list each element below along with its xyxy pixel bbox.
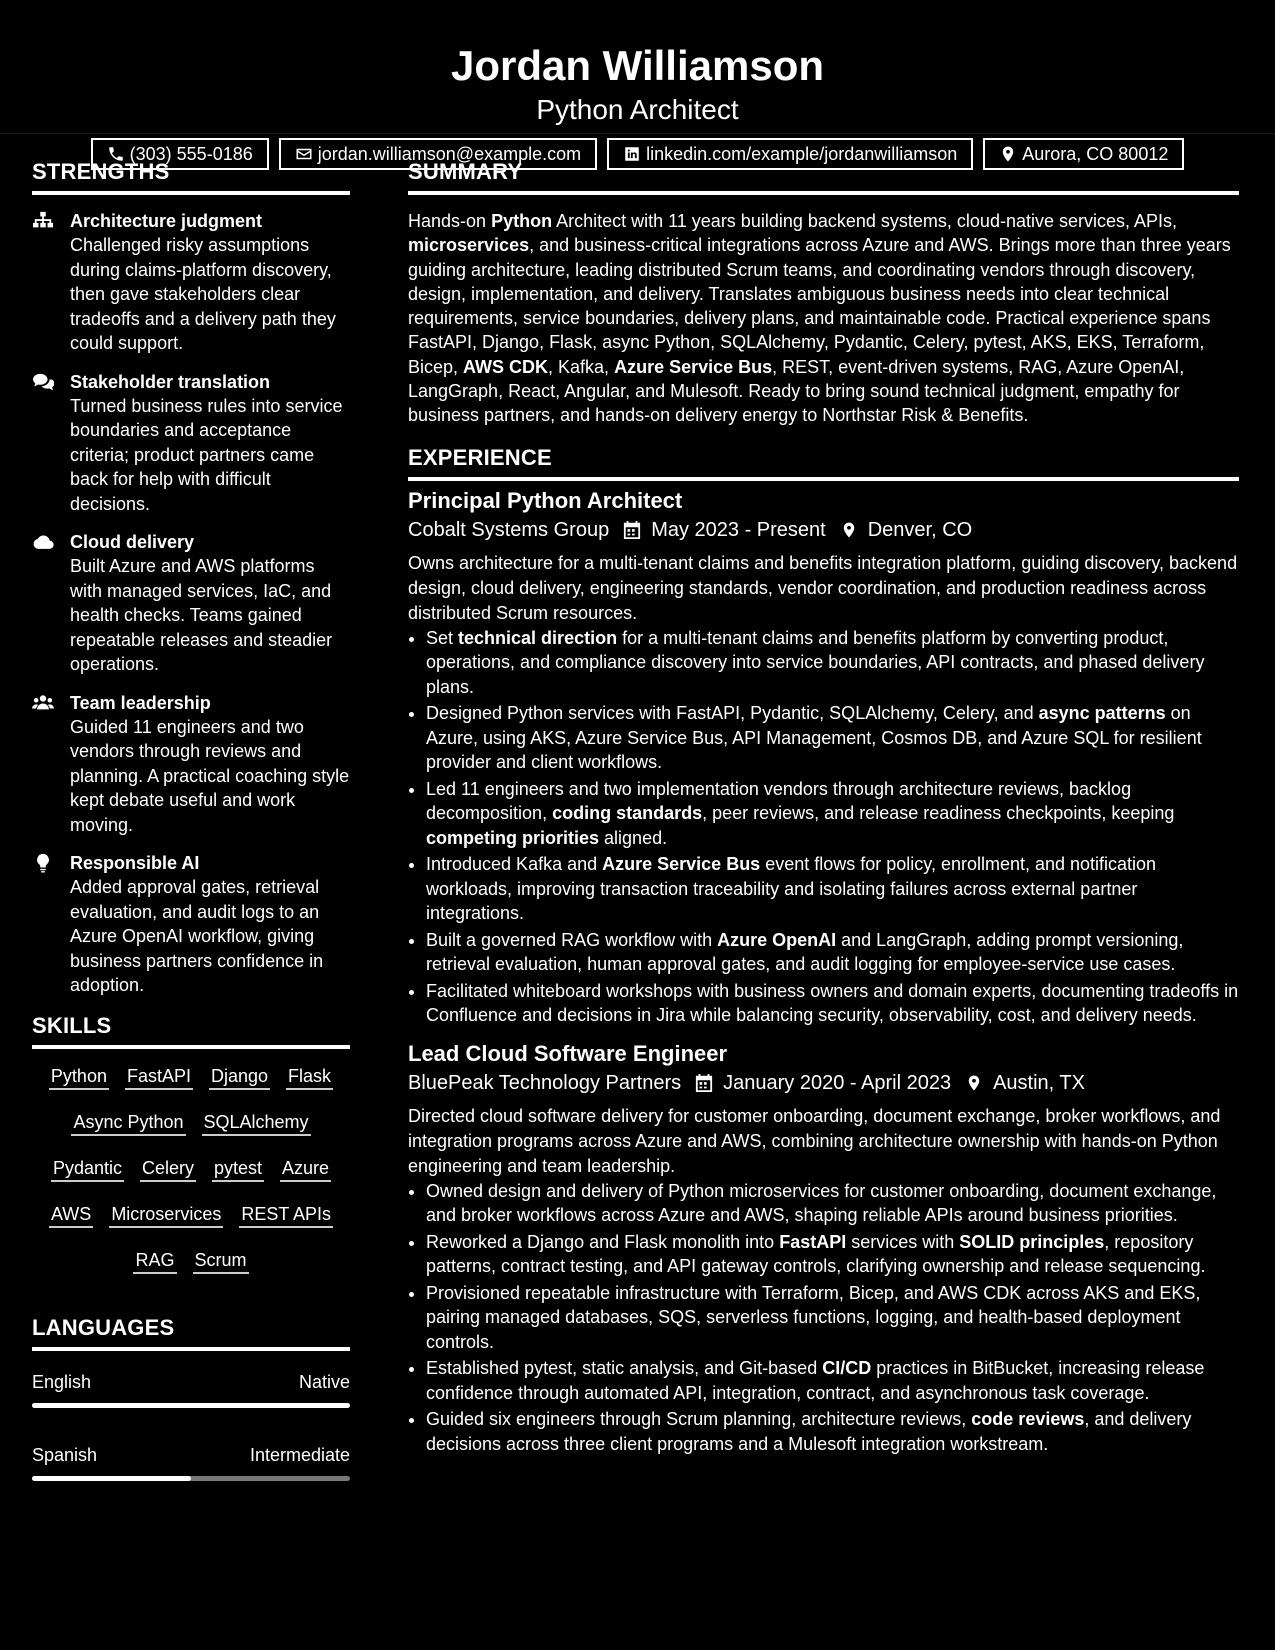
skill-tag: Microservices	[109, 1203, 223, 1228]
strength-desc: Built Azure and AWS platforms with managed services, IaC, and health checks. Teams gained repeatable releases and steadier operations.	[70, 556, 333, 674]
skill-tag: Python	[49, 1065, 109, 1090]
experience-heading: EXPERIENCE	[408, 444, 1239, 481]
skill-tag: SQLAlchemy	[202, 1111, 311, 1136]
summary-text: Hands-on Python Architect with 11 years building backend systems, cloud-native services, APIs, microservices, and business-critical integrations across Azure and AWS. Brings more than three years guiding architecture, leading distributed Scrum teams, and coordinating vendors through discovery, design, implementation, and delivery. Translates ambiguous business needs into clear technical requirements, service boundaries, delivery plans, and maintainable code. Practical experience spans FastAPI, Django, Flask, async Python, SQLAlchemy, Pydantic, Celery, pytest, AKS, EKS, Terraform, Bicep, AWS CDK, Kafka, Azure Service Bus, REST, event-driven systems, RAG, Azure OpenAI, LangGraph, React, Angular, and Mulesoft. Ready to bring sound technical judgment, empathy for business partners, and hands-on delivery energy to Northstar Risk & Benefits.	[408, 211, 1231, 426]
contact-phone-text: (303) 555-0186	[129, 144, 253, 164]
language-proficiency-bar	[32, 1476, 350, 1481]
job-description: Directed cloud software delivery for customer onboarding, document exchange, broker workflows, and integration programs across Azure and AWS, combining architecture ownership with hands-on Python engineering and team leadership.	[408, 1105, 1221, 1176]
job-bullet: • Established pytest, static analysis, and Git-based CI/CD practices in BitBucket, increasing release confidence through automated API, integration, contract, and asynchronous task coverage.	[426, 1356, 1239, 1405]
job-bullet: • Guided six engineers through Scrum planning, architecture reviews, code reviews, and delivery decisions across three client programs and a Mulesoft integration workstream.	[426, 1407, 1239, 1456]
skill-tag: Pydantic	[51, 1157, 124, 1182]
skill-tag: Async Python	[71, 1111, 185, 1136]
strength-desc: Turned business rules into service boundaries and acceptance criteria; product partners came back for help with difficult decisions.	[70, 395, 343, 514]
job-location: Austin, TX	[993, 1071, 1085, 1094]
skills-heading: SKILLS	[32, 1012, 350, 1049]
strength-item	[32, 209, 350, 356]
map-pin-icon	[840, 520, 858, 540]
lightbulb-icon	[32, 853, 54, 873]
contact-location-text: Aurora, CO 80012	[1022, 144, 1169, 164]
summary-heading: SUMMARY	[408, 158, 1239, 195]
map-pin-icon	[965, 1073, 983, 1093]
chat-bubbles-icon	[32, 372, 54, 392]
language-proficiency-fill	[32, 1476, 191, 1481]
skill-tag: Flask	[286, 1065, 333, 1090]
job-bullets	[408, 1179, 1239, 1457]
candidate-name: Jordan Williamson	[450, 42, 825, 89]
strength-item	[32, 370, 350, 517]
language-name: Spanish	[32, 1444, 98, 1465]
skill-tag: REST APIs	[239, 1203, 333, 1228]
skill-tag: Django	[209, 1065, 270, 1090]
job-bullet: • Owned design and delivery of Python microservices for customer onboarding, document exchange, and broker workflows across Azure and AWS, shaping reliable APIs around business priorities.	[426, 1179, 1239, 1228]
strength-title: Stakeholder translation	[70, 371, 271, 392]
strength-title: Architecture judgment	[70, 211, 263, 231]
job-meta	[408, 1068, 1239, 1098]
skill-tag: pytest	[212, 1157, 264, 1182]
languages-heading: LANGUAGES	[32, 1314, 350, 1351]
calendar-icon	[623, 520, 641, 540]
strength-title: Cloud delivery	[70, 532, 195, 552]
job-bullet: • Set technical direction for a multi-tenant claims and benefits platform by converting product, operations, and compliance discovery into service boundaries, API contracts, and phased delivery plans.	[426, 626, 1239, 700]
strength-title: Team leadership	[70, 692, 211, 713]
skill-tag: RAG	[133, 1249, 176, 1274]
skill-tag: Celery	[140, 1157, 196, 1182]
strength-desc: Added approval gates, retrieval evaluation, and audit logs to an Azure OpenAI workflow, giving business partners confidence in adoption.	[70, 877, 324, 995]
job-dates: January 2020 - April 2023	[723, 1071, 952, 1094]
job-bullet: • Built a governed RAG workflow with Azure OpenAI and LangGraph, adding prompt versioning, retrieval evaluation, human approval gates, and audit logging for employee-service use cases.	[426, 928, 1239, 977]
strengths-heading: STRENGTHS	[32, 158, 350, 195]
left-column	[32, 158, 350, 1505]
job-location: Denver, CO	[867, 518, 973, 541]
job-bullet: • Introduced Kafka and Azure Service Bus event flows for policy, enrollment, and notification workloads, improving transaction traceability and isolating failures across external partner integrations.	[426, 852, 1239, 926]
language-name: English	[32, 1371, 92, 1392]
strength-item	[32, 530, 350, 677]
candidate-role: Python Architect	[536, 94, 739, 125]
job-bullets	[408, 626, 1239, 1028]
job-bullet: • Facilitated whiteboard workshops with business owners and domain experts, documenting tradeoffs in Confluence and decisions in Jira while balancing security, observability, cost, and delivery needs.	[426, 979, 1239, 1028]
job-bullet: • Led 11 engineers and two implementation vendors through architecture reviews, backlog decomposition, coding standards, peer reviews, and release readiness checkpoints, keeping competing priorities aligned.	[426, 777, 1239, 851]
skill-tag: Azure	[280, 1157, 331, 1182]
job-company: Cobalt Systems Group	[408, 518, 610, 541]
resume-header	[0, 0, 1275, 164]
skill-tag: FastAPI	[125, 1065, 193, 1090]
job-bullet: • Reworked a Django and Flask monolith into FastAPI services with SOLID principles, repository patterns, contract testing, and API gateway controls, clarifying ownership and release sequencing.	[426, 1230, 1239, 1279]
job-entry	[408, 1040, 1239, 1457]
strength-desc: Challenged risky assumptions during claims-platform discovery, then gave stakeholders clear tradeoffs and a delivery path they could support.	[70, 235, 336, 353]
language-level: Native	[298, 1371, 350, 1392]
skills-list	[32, 1063, 350, 1304]
job-description: Owns architecture for a multi-tenant claims and benefits integration platform, guiding discovery, backend design, cloud delivery, engineering standards, vendor coordination, and production readiness across distributed Scrum resources.	[408, 552, 1238, 623]
strength-item	[32, 851, 350, 998]
skill-tag: Scrum	[193, 1249, 249, 1274]
calendar-icon	[695, 1073, 713, 1093]
strength-title: Responsible AI	[70, 853, 200, 873]
language-proficiency-bar	[32, 1403, 350, 1408]
right-column	[408, 158, 1239, 1505]
job-title: Principal Python Architect	[408, 487, 683, 513]
job-meta	[408, 515, 1239, 545]
contact-linkedin-text: linkedin.com/example/jordanwilliamson	[646, 144, 958, 164]
job-company: BluePeak Technology Partners	[408, 1071, 682, 1094]
language-item	[32, 1444, 350, 1481]
language-proficiency-fill	[32, 1403, 350, 1408]
sitemap-icon	[32, 211, 54, 231]
job-dates: May 2023 - Present	[651, 518, 826, 541]
language-item	[32, 1371, 350, 1408]
strength-item	[32, 691, 350, 838]
skill-tag: AWS	[49, 1203, 93, 1228]
language-level: Intermediate	[249, 1444, 350, 1465]
job-title: Lead Cloud Software Engineer	[408, 1040, 728, 1066]
strength-desc: Guided 11 engineers and two vendors through reviews and planning. A practical coaching style kept debate useful and work moving.	[70, 716, 350, 835]
users-icon	[32, 693, 54, 713]
job-entry	[408, 487, 1239, 1028]
job-bullet: • Designed Python services with FastAPI, Pydantic, SQLAlchemy, Celery, and async patterns on Azure, using AKS, Azure Service Bus, API Management, Cosmos DB, and Azure SQL for resilient provider and client workflows.	[426, 701, 1239, 775]
job-bullet: • Provisioned repeatable infrastructure with Terraform, Bicep, and AWS CDK across AKS and EKS, pairing managed databases, SQS, serverless functions, logging, and health-based deployment controls.	[426, 1281, 1239, 1355]
cloud-icon	[32, 532, 54, 552]
contact-email-text: jordan.williamson@example.com	[317, 144, 582, 164]
